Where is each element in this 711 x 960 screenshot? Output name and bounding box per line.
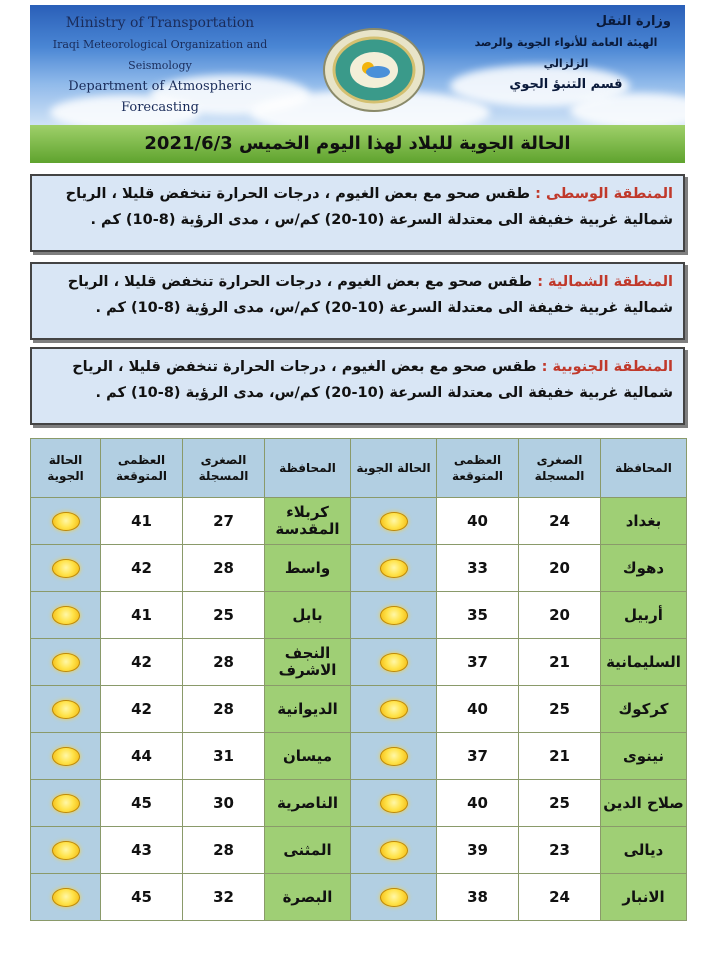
- condition-cell: [31, 592, 101, 639]
- min-temp-cell: 31: [183, 733, 265, 780]
- header-governorate: المحافظة: [265, 439, 351, 498]
- sun-icon: [380, 794, 408, 813]
- min-temp-cell: 32: [183, 874, 265, 921]
- max-temp-cell: 43: [101, 827, 183, 874]
- forecast-table: [30, 438, 687, 921]
- sun-icon: [52, 747, 80, 766]
- table-row: [31, 639, 687, 686]
- header-max: العظمى المتوقعة: [101, 439, 183, 498]
- sun-icon: [380, 559, 408, 578]
- header-governorate: المحافظة: [601, 439, 687, 498]
- region-central: [30, 174, 685, 252]
- condition-cell: [31, 498, 101, 545]
- header-max: العظمى المتوقعة: [437, 439, 519, 498]
- table-row: [31, 498, 687, 545]
- header-condition: الحالة الجوية: [351, 439, 437, 498]
- condition-cell: [31, 780, 101, 827]
- condition-cell: [31, 874, 101, 921]
- department-name-en: Department of Atmospheric Forecasting: [68, 79, 252, 115]
- condition-cell: [31, 686, 101, 733]
- sun-icon: [380, 512, 408, 531]
- governorate-cell: الناصرية: [265, 780, 351, 827]
- max-temp-cell: 45: [101, 780, 183, 827]
- condition-cell: [351, 545, 437, 592]
- table-row: [31, 780, 687, 827]
- governorate-cell: أربيل: [601, 592, 687, 639]
- table-row: [31, 545, 687, 592]
- ministry-name-en: Ministry of Transportation: [65, 15, 255, 31]
- condition-cell: [31, 733, 101, 780]
- department-name-ar: قسم التنبؤ الجوي: [509, 77, 623, 92]
- min-temp-cell: 28: [183, 827, 265, 874]
- condition-cell: [31, 827, 101, 874]
- max-temp-cell: 37: [437, 733, 519, 780]
- condition-cell: [31, 639, 101, 686]
- sun-icon: [380, 653, 408, 672]
- max-temp-cell: 40: [437, 780, 519, 827]
- governorate-cell: المثنى: [265, 827, 351, 874]
- condition-cell: [351, 827, 437, 874]
- header-english: [40, 13, 280, 118]
- max-temp-cell: 40: [437, 686, 519, 733]
- max-temp-cell: 42: [101, 545, 183, 592]
- max-temp-cell: 35: [437, 592, 519, 639]
- governorate-cell: دهوك: [601, 545, 687, 592]
- region-southern-name: المنطقة الجنوبية :: [541, 359, 673, 375]
- governorate-cell: كركوك: [601, 686, 687, 733]
- region-central-forecast: طقس صحو مع بعض الغيوم ، درجات الحرارة تنخفض قليلا ، الرياح شمالية غربية خفيفة الى معتدلة السرعة (10-20) كم/س ، مدى الرؤية (8-10) كم .: [65, 186, 673, 228]
- max-temp-cell: 42: [101, 639, 183, 686]
- min-temp-cell: 28: [183, 686, 265, 733]
- header-arabic: [461, 11, 671, 95]
- max-temp-cell: 42: [101, 686, 183, 733]
- min-temp-cell: 30: [183, 780, 265, 827]
- governorate-cell: واسط: [265, 545, 351, 592]
- governorate-cell: ميسان: [265, 733, 351, 780]
- min-temp-cell: 25: [183, 592, 265, 639]
- organization-name-ar: الهيئة العامة للأنواء الجوية والرصد الزلزالي: [474, 36, 658, 70]
- min-temp-cell: 24: [519, 874, 601, 921]
- header-banner: [30, 5, 685, 125]
- ministry-name-ar: وزارة النقل: [595, 14, 671, 29]
- header-min: الصغرى المسجلة: [183, 439, 265, 498]
- table-row: [31, 827, 687, 874]
- min-temp-cell: 24: [519, 498, 601, 545]
- governorate-cell: البصرة: [265, 874, 351, 921]
- condition-cell: [31, 545, 101, 592]
- header-min: الصغرى المسجلة: [519, 439, 601, 498]
- organization-logo: [322, 27, 426, 113]
- condition-cell: [351, 780, 437, 827]
- max-temp-cell: 39: [437, 827, 519, 874]
- sun-icon: [52, 700, 80, 719]
- region-northern-name: المنطقة الشمالية :: [537, 274, 673, 290]
- sun-icon: [52, 606, 80, 625]
- governorate-cell: ديالى: [601, 827, 687, 874]
- sun-icon: [380, 841, 408, 860]
- max-temp-cell: 33: [437, 545, 519, 592]
- min-temp-cell: 20: [519, 545, 601, 592]
- governorate-cell: الديوانية: [265, 686, 351, 733]
- region-central-name: المنطقة الوسطى :: [535, 186, 673, 202]
- condition-cell: [351, 592, 437, 639]
- sun-icon: [52, 794, 80, 813]
- organization-name-en: Iraqi Meteorological Organization and Seismology: [52, 38, 268, 72]
- region-northern: [30, 262, 685, 340]
- sun-icon: [380, 888, 408, 907]
- min-temp-cell: 28: [183, 639, 265, 686]
- condition-cell: [351, 686, 437, 733]
- governorate-cell: صلاح الدين: [601, 780, 687, 827]
- header-condition: الحالة الجوية: [31, 439, 101, 498]
- region-southern-forecast: طقس صحو مع بعض الغيوم ، درجات الحرارة تنخفض قليلا ، الرياح شمالية غربية خفيفة الى معتدلة السرعة (10-20) كم/س، مدى الرؤية (8-10) كم .: [72, 359, 673, 401]
- page-title: الحالة الجوية للبلاد لهذا اليوم الخميس 2021/6/3: [144, 133, 571, 154]
- governorate-cell: بابل: [265, 592, 351, 639]
- sun-icon: [52, 888, 80, 907]
- title-bar: [30, 125, 685, 163]
- governorate-cell: الانبار: [601, 874, 687, 921]
- sun-icon: [380, 700, 408, 719]
- max-temp-cell: 45: [101, 874, 183, 921]
- sun-icon: [52, 653, 80, 672]
- min-temp-cell: 25: [519, 686, 601, 733]
- max-temp-cell: 40: [437, 498, 519, 545]
- governorate-cell: كربلاء المقدسة: [265, 498, 351, 545]
- table-row: [31, 686, 687, 733]
- sun-icon: [52, 841, 80, 860]
- region-southern: [30, 347, 685, 425]
- min-temp-cell: 21: [519, 733, 601, 780]
- condition-cell: [351, 498, 437, 545]
- min-temp-cell: 23: [519, 827, 601, 874]
- max-temp-cell: 37: [437, 639, 519, 686]
- region-northern-forecast: طقس صحو مع بعض الغيوم ، درجات الحرارة تنخفض قليلا ، الرياح شمالية غربية خفيفة الى معتدلة السرعة (10-20) كم/س، مدى الرؤية (8-10) كم .: [67, 274, 673, 316]
- max-temp-cell: 38: [437, 874, 519, 921]
- max-temp-cell: 44: [101, 733, 183, 780]
- governorate-cell: السليمانية: [601, 639, 687, 686]
- max-temp-cell: 41: [101, 592, 183, 639]
- table-header-row: [31, 439, 687, 498]
- governorate-cell: نينوى: [601, 733, 687, 780]
- max-temp-cell: 41: [101, 498, 183, 545]
- condition-cell: [351, 874, 437, 921]
- sun-icon: [52, 512, 80, 531]
- sun-icon: [52, 559, 80, 578]
- min-temp-cell: 20: [519, 592, 601, 639]
- min-temp-cell: 27: [183, 498, 265, 545]
- governorate-cell: النجف الاشرف: [265, 639, 351, 686]
- min-temp-cell: 28: [183, 545, 265, 592]
- sun-icon: [380, 606, 408, 625]
- min-temp-cell: 25: [519, 780, 601, 827]
- governorate-cell: بغداد: [601, 498, 687, 545]
- table-row: [31, 592, 687, 639]
- condition-cell: [351, 733, 437, 780]
- table-row: [31, 733, 687, 780]
- table-row: [31, 874, 687, 921]
- sun-icon: [380, 747, 408, 766]
- min-temp-cell: 21: [519, 639, 601, 686]
- condition-cell: [351, 639, 437, 686]
